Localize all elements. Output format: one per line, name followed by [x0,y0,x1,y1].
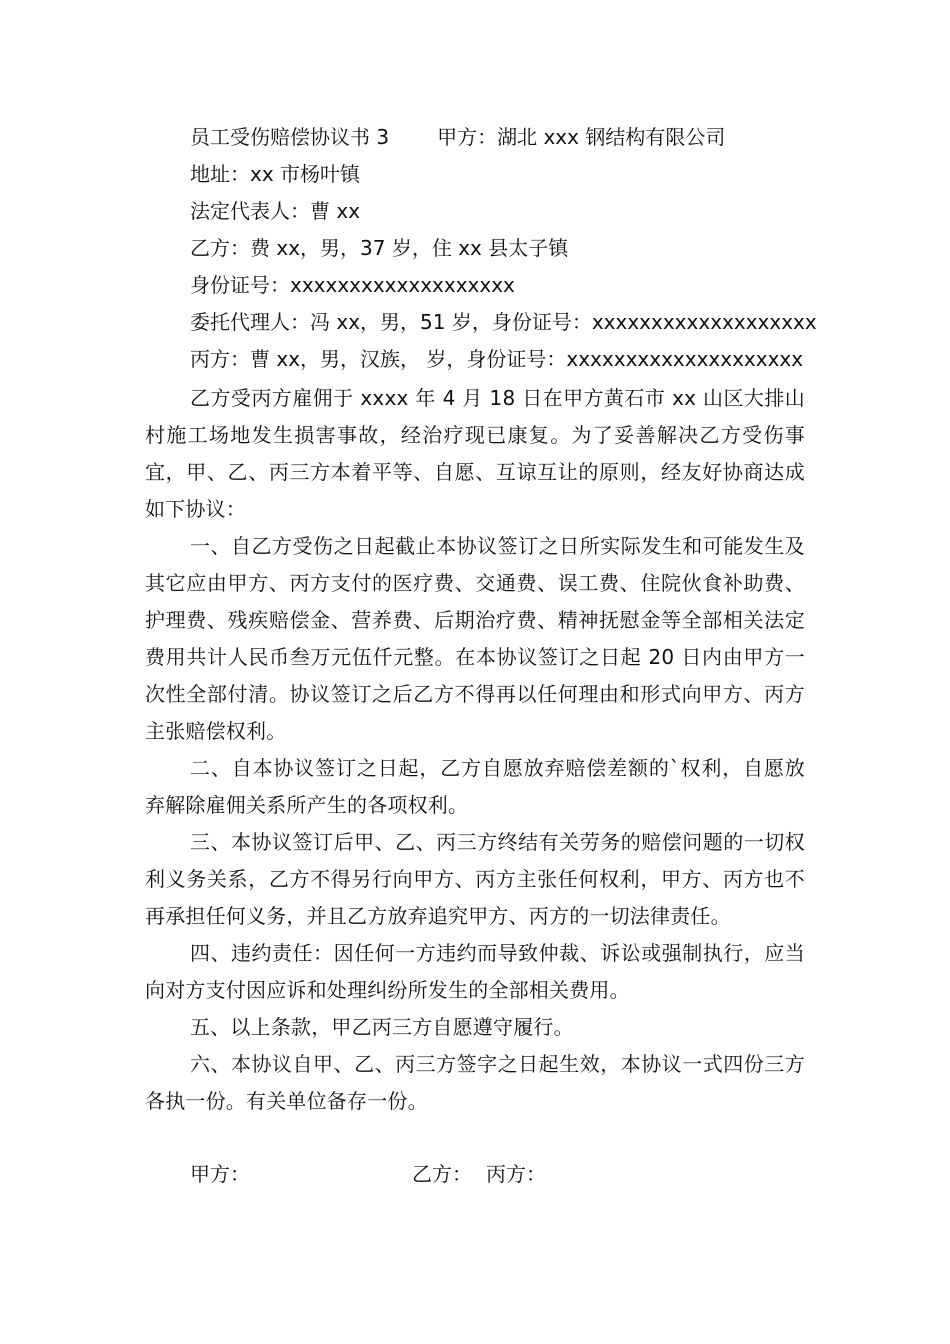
party-c-line: 丙方：曹 xx，男，汉族， 岁，身份证号：xxxxxxxxxxxxxxxxxxxx [190,347,804,371]
signature-party-c: 丙方： [486,1162,546,1186]
address-line: 地址：xx 市杨叶镇 [190,162,361,186]
paragraph-clause-5: 五、以上条款，甲乙丙三方自愿遵守履行。 [190,1015,574,1039]
paragraph-clause-1: 一、自乙方受伤之日起截止本协议签订之日所实际发生和可能发生及其它应由甲方、丙方支付的医疗费、交通费、误工费、住院伙食补助费、护理费、残疾赔偿金、营养费、后期治疗费、精神抚慰金等全部相关法定费用共计人民币叁万元伍仟元整。在本协议签订之日起 20 日内由甲方一次性全部付清。协议签订之后乙方不得再以任何理由和形式向甲方、丙方主张赔偿权利。 [145,534,805,743]
document-title: 员工受伤赔偿协议书 3 [190,125,390,149]
party-a-line: 甲方：湖北 xxx 钢结构有限公司 [437,125,726,149]
paragraph-intro: 乙方受丙方雇佣于 xxxx 年 4 月 18 日在甲方黄石市 xx 山区大排山村施工场地发生损害事故，经治疗现已康复。为了妥善解决乙方受伤事宜，甲、乙、丙三方本着平等、自愿、互谅互让的原则，经友好协商达成如下协议： [145,386,805,521]
signature-party-b: 乙方： [412,1162,472,1186]
agreement-body [145,380,805,1120]
paragraph-clause-4: 四、违约责任：因任何一方违约而导致仲裁、诉讼或强制执行，应当向对方支付因应诉和处理纠纷所发生的全部相关费用。 [145,941,805,1002]
paragraph-clause-6: 六、本协议自甲、乙、丙三方签字之日起生效，本协议一式四份三方各执一份。有关单位备存一份。 [145,1052,805,1113]
agent-line: 委托代理人：冯 xx，男，51 岁，身份证号：xxxxxxxxxxxxxxxxxxx [190,310,817,334]
paragraph-clause-2: 二、自本协议签订之日起，乙方自愿放弃赔偿差额的`权利，自愿放弃解除雇佣关系所产生的各项权利。 [145,756,805,817]
title-line [190,124,725,150]
id-number-line: 身份证号：xxxxxxxxxxxxxxxxxxx [190,273,515,297]
paragraph-clause-3: 三、本协议签订后甲、乙、丙三方终结有关劳务的赔偿问题的一切权利义务关系，乙方不得另行向甲方、丙方主张任何权利，甲方、丙方也不再承担任何义务，并且乙方放弃追究甲方、丙方的一切法律责任。 [145,830,805,928]
signature-party-a: 甲方： [190,1162,250,1186]
party-b-line: 乙方：费 xx，男，37 岁，住 xx 县太子镇 [190,236,569,260]
legal-rep-line: 法定代表人：曹 xx [190,199,361,223]
